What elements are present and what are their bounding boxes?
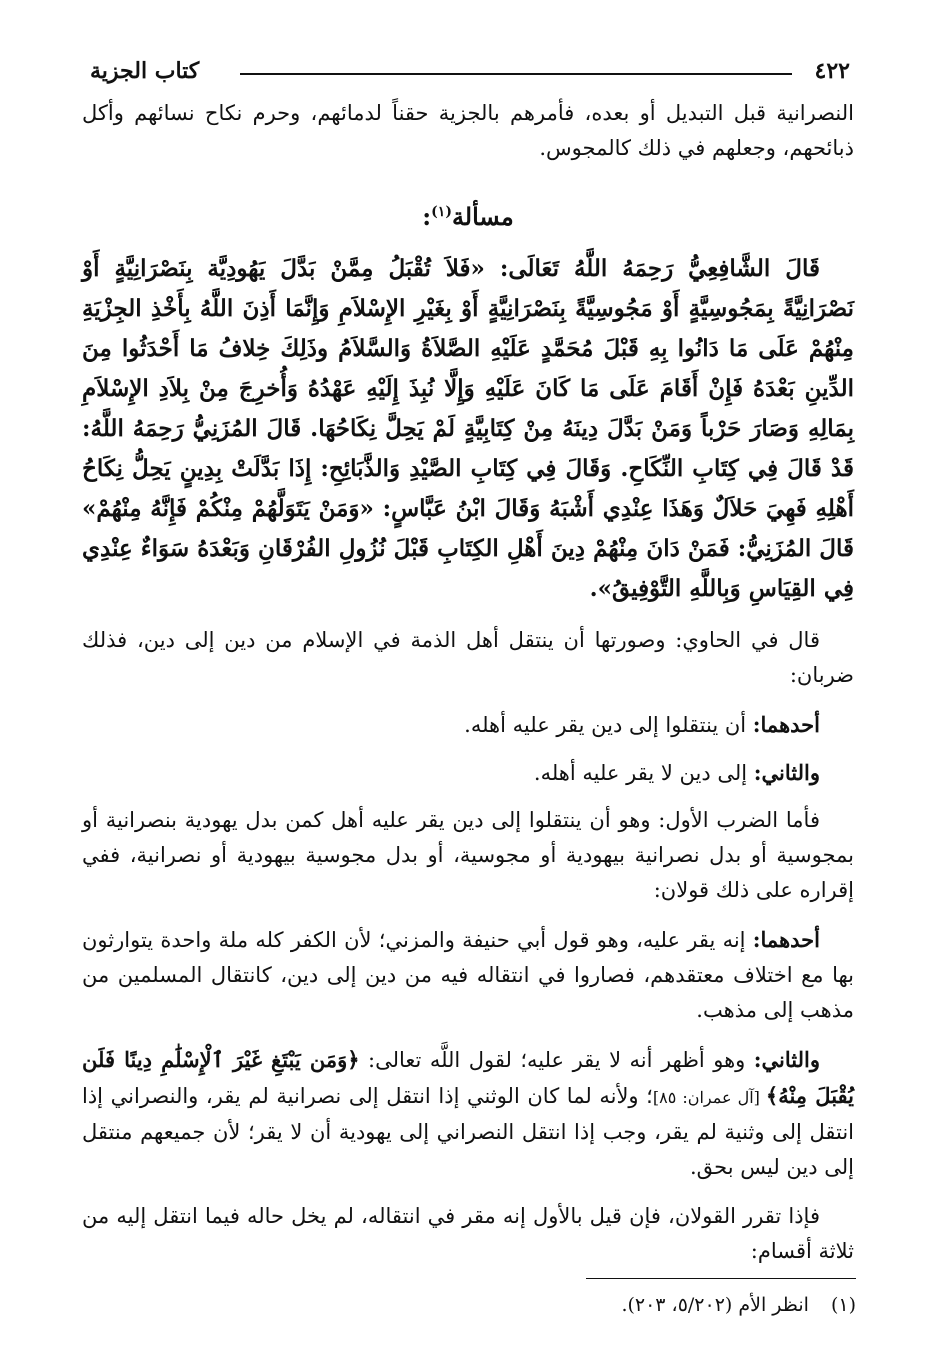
second-opinion-lead: والثاني: — [753, 1047, 820, 1072]
heading-footnote-mark[interactable]: (١) — [431, 204, 452, 220]
heading-text: مسألة — [451, 202, 514, 231]
second-type-lead: والثاني: — [753, 760, 820, 785]
page-content — [82, 96, 854, 1283]
section-heading — [82, 194, 854, 235]
intro-paragraph: النصرانية قبل التبديل أو بعده، فأمرهم بالجزية حقناً لدمائهم، وحرم نكاح نسائهم وأكل ذبائحهم، وجعلهم في ذلك كالمجوس. — [82, 101, 854, 160]
header-rule — [240, 73, 792, 75]
first-opinion-paragraph — [82, 922, 854, 1028]
second-type-text: إلى دين لا يقر عليه أهله. — [533, 761, 754, 785]
second-opinion-text: وهو أظهر أنه لا يقر عليه؛ لقول اللَّه تعالى: — [359, 1048, 754, 1072]
first-opinion-lead: أحدهما: — [752, 927, 820, 952]
second-type-item — [82, 755, 854, 791]
hawi-paragraph: قال في الحاوي: وصورتها أن ينتقل أهل الذمة في الإسلام من دين إلى دين، فذلك ضربان: — [82, 628, 854, 687]
second-opinion-paragraph — [82, 1042, 854, 1185]
footnote — [156, 1290, 856, 1320]
first-type-item — [82, 707, 854, 743]
footnote-rule — [586, 1278, 856, 1279]
quran-verse: ﴿وَمَن يَبْتَغِ غَيْرَ ٱلْإِسْلَٰمِ دِينًا فَلَن يُقْبَلَ مِنْهُ﴾ — [82, 1047, 855, 1108]
first-type-text: أن ينتقلوا إلى دين يقر عليه أهله. — [464, 713, 753, 737]
conclusion-paragraph: فإذا تقرر القولان، فإن قيل بالأول إنه مقر في انتقاله، لم يخل حاله فيما انتقل إليه من ثلاثة أقسام: — [82, 1204, 854, 1263]
page-number: ٤٢٢ — [814, 58, 850, 84]
footnote-text: انظر الأم (٥/٢٠٢، ٢٠٣). — [621, 1294, 809, 1316]
book-title: كتاب الجزية — [90, 58, 200, 84]
footnote-number: (١) — [830, 1294, 856, 1316]
verse-reference: [آل عمران: ٨٥] — [652, 1088, 766, 1107]
shafii-quote: قَالَ الشَّافِعِيُّ رَحِمَهُ اللَّهُ تَعَالَى: «فَلاَ تُقْبَلُ مِمَّنْ بَدَّلَ يَهُودِيَّة بِنَصْرَانِيَّةٍ أَوْ نَصْرَانِيَّةً بِمَجُوسِيَّةٍ أَوْ مَجُوسِيَّةً بِنَصْرَانِيَّةٍ أَوْ بِغَيْرِ الإِسْلاَمِ وَإِنَّمَا أَذِنَ اللَّهُ بِأَخْذِ الجِزْيَةِ مِنْهُمْ عَلَى مَا دَانُوا بِهِ قَبْلَ مُحَمَّدٍ عَلَيْهِ الصَّلاَةُ وَالسَّلاَمُ وذَلِكَ خِلافُ مَا أَحْدَثُوا مِنَ الدِّينِ بَعْدَهُ فَإِنْ أَقَامَ عَلَى مَا كَانَ عَلَيْهِ وَإِلَّا نُبِذَ إِلَيْهِ عَهْدُهُ وَأُخرِجَ مِنْ بِلاَدِ الإِسْلاَمِ بِمَالِهِ وَصَارَ حَرْباً وَمَنْ بَدَّلَ دِينَهُ مِنْ كِتَابِيَّةٍ لَمْ يَحِلَّ نِكَاحُهَا. قَالَ المُزَنِيُّ رَحِمَهُ اللَّهُ: قَدْ قَالَ فِي كِتَابِ النِّكَاحِ. وَقَالَ فِي كِتَابِ الصَّيْدِ وَالذَّبَائِحِ: إِذَا بَدَّلَتْ بِدِينٍ يَحِلُّ نِكَاحُ أَهْلِهِ فَهِيَ حَلاَلٌ وَهَذَا عِنْدِي أَشْبَهُ وَقَالَ ابْنُ عَبَّاسٍ: «وَمَنْ يَتَوَلَّهُمْ مِنْكُمْ فَإِنَّهُ مِنْهُمْ» قَالَ المُزَنِيُّ: فَمَنْ دَانَ مِنْهُمْ دِينَ أَهْلِ الكِتَابِ قَبْلَ نُزُولِ الفُرْقَانِ وَبَعْدَهُ سَوَاءٌ عِنْدِي فِي القِيَاسِ وَبِاللَّهِ التَّوْفِيقُ». — [82, 255, 854, 602]
first-category-paragraph: فأما الضرب الأول: وهو أن ينتقلوا إلى دين يقر عليه أهل كمن بدل يهودية بنصرانية أو بمجوسية أو بدل نصرانية بيهودية أو مجوسية، أو بدل مجوسية بيهودية أو نصرانية، ففي إقراره على ذلك قولان: — [82, 808, 854, 902]
running-header — [90, 56, 850, 88]
first-opinion-text: إنه يقر عليه، وهو قول أبي حنيفة والمزني؛ لأن الكفر كله ملة واحدة يتوارثون بها مع اختلاف معتقدهم، فصاروا في انتقاله فيه من دين إلى دين، كانتقال المسلمين من مذهب إلى مذهب. — [82, 928, 854, 1022]
second-opinion-continuation: ؛ ولأنه لما كان الوثني إذا انتقل إلى نصرانية لم يقر، والنصراني إذا انتقل إلى وثنية لم يقر، وجب إذا انتقل النصراني إلى يهودية أن لا يقر؛ لأن جميعهم منتقل إلى دين ليس بحق. — [82, 1084, 854, 1179]
heading-colon: : — [422, 202, 432, 231]
first-type-lead: أحدهما: — [752, 712, 820, 737]
